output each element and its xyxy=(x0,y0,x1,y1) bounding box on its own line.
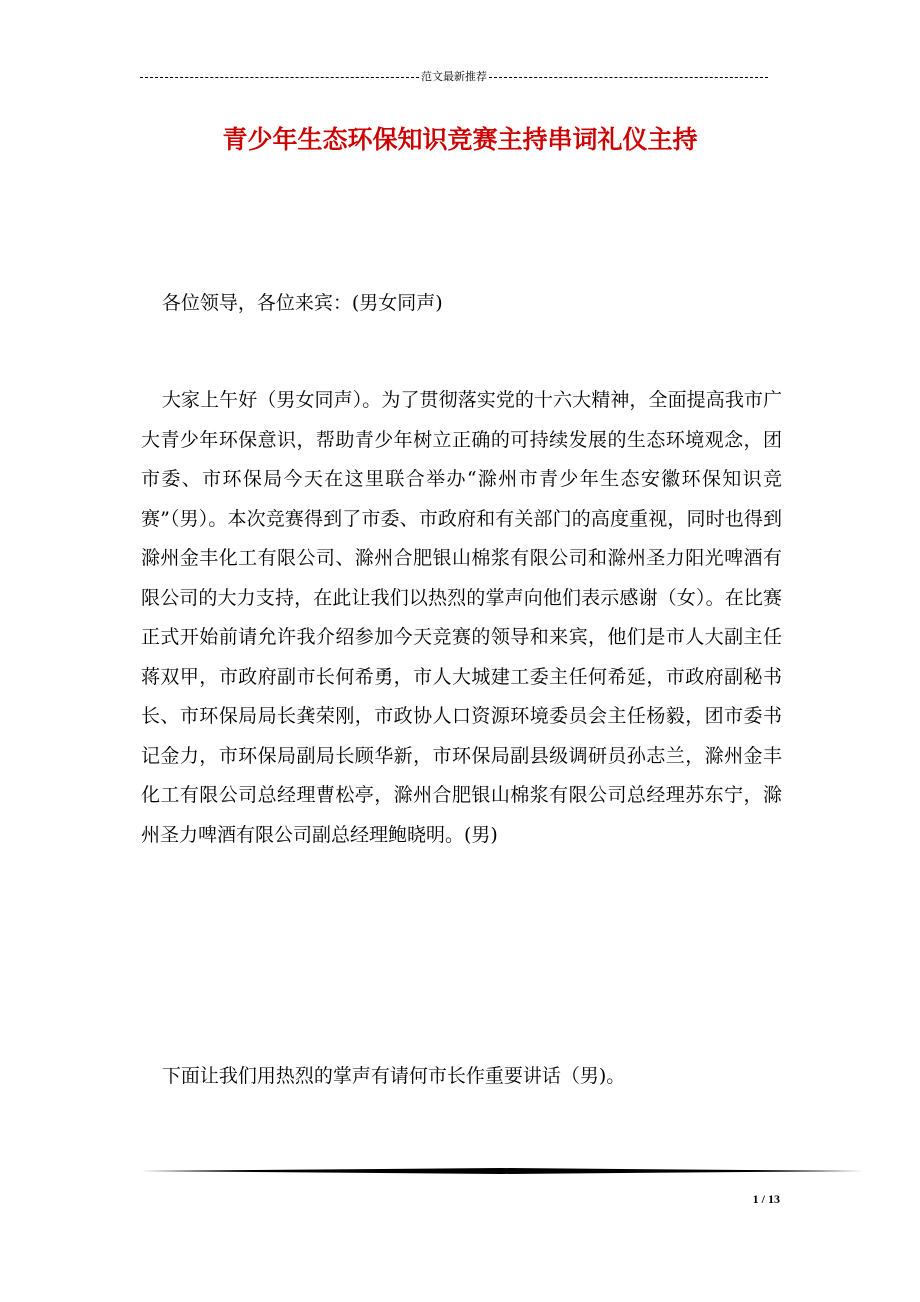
header-label: 范文最新推荐 xyxy=(421,70,487,83)
footer-rule xyxy=(141,1168,863,1174)
header-dashes-left xyxy=(140,77,419,78)
document-title: 青少年生态环保知识竞赛主持串词礼仪主持 xyxy=(222,125,698,154)
paragraph-greeting: 各位领导，各位来宾：(男女同声) xyxy=(161,292,443,314)
paragraph-invitation: 下面让我们用热烈的掌声有请何市长作重要讲话（男)。 xyxy=(161,1065,626,1087)
page-header xyxy=(140,70,768,84)
paragraph-opening: 大家上午好（男女同声）。为了贯彻落实党的十六大精神，全面提高我市广大青少年环保意识，帮助青少年树立正确的可持续发展的生态环境观念，团市委、市环保局今天在这里联合举办“滁州市青少年生态安徽环保知识竞赛”（男）。本次竞赛得到了市委、市政府和有关部门的高度重视，同时也得到滁州金丰化工有限公司、滁州合肥银山棉浆有限公司和滁州圣力阳光啤酒有限公司的大力支持，在此让我们以热烈的掌声向他们表示感谢（女）。在比赛正式开始前请允许我介绍参加今天竞赛的领导和来宾，他们是市人大副主任蒋双甲，市政府副市长何希勇，市人大城建工委主任何希延，市政府副秘书长、市环保局局长龚荣刚，市政协人口资源环境委员会主任杨毅，团市委书记金力，市环保局副局长顾华新，市环保局副县级调研员孙志兰，滁州金丰化工有限公司总经理曹松亭，滁州合肥银山棉浆有限公司总经理苏东宁，滁州圣力啤酒有限公司副总经理鲍晓明。(男) xyxy=(141,389,782,846)
page-number: 1 / 13 xyxy=(752,1192,780,1206)
header-dashes-right xyxy=(489,77,768,78)
